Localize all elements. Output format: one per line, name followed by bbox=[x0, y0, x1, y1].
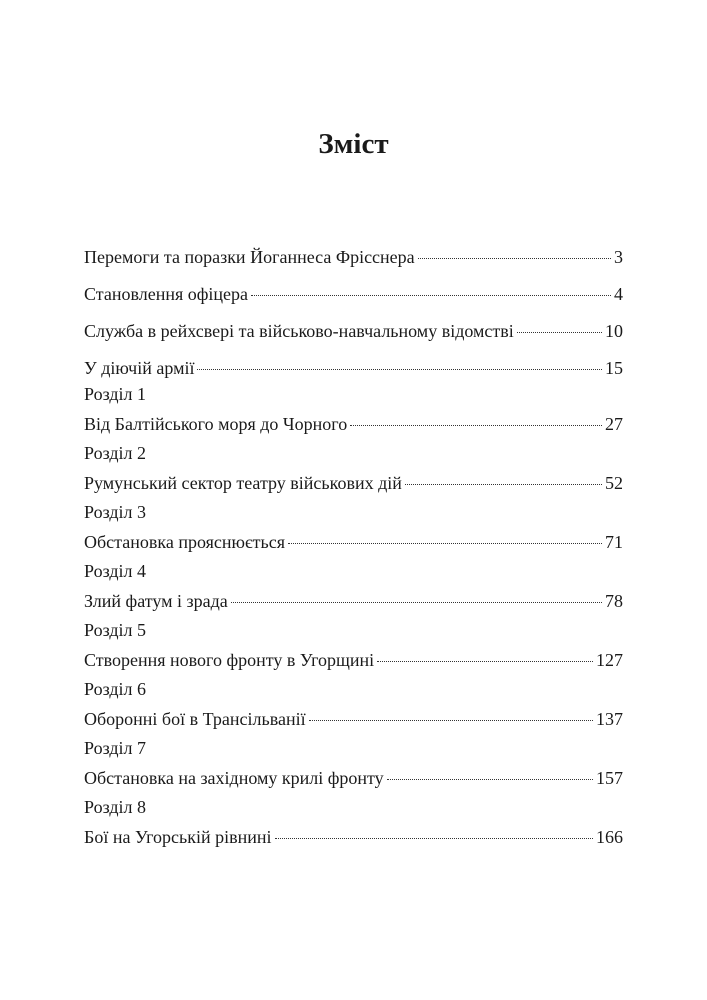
toc-page-number: 157 bbox=[596, 768, 623, 788]
toc-entry[interactable] bbox=[84, 410, 623, 442]
leader-dots bbox=[309, 720, 593, 721]
toc-entry[interactable] bbox=[84, 587, 623, 619]
toc-page-number: 52 bbox=[605, 473, 623, 493]
toc-entry-label: Оборонні бої в Трансільванії bbox=[84, 709, 306, 729]
chapter-heading: Розділ 5 bbox=[84, 620, 146, 640]
toc-entry[interactable] bbox=[84, 317, 623, 354]
leader-dots bbox=[405, 484, 602, 485]
toc-entry[interactable] bbox=[84, 705, 623, 737]
toc-entry[interactable] bbox=[84, 528, 623, 560]
leader-dots bbox=[377, 661, 593, 662]
chapter-heading: Розділ 8 bbox=[84, 797, 146, 817]
chapter-heading: Розділ 7 bbox=[84, 738, 146, 758]
toc-page-number: 166 bbox=[596, 827, 623, 847]
toc-entry-label: Обстановка на західному крилі фронту bbox=[84, 768, 384, 788]
toc-entry-label: Бої на Угорській рівнині bbox=[84, 827, 272, 847]
leader-dots bbox=[387, 779, 593, 780]
toc-entry[interactable] bbox=[84, 354, 623, 383]
toc-entry-label: Румунський сектор театру військових дій bbox=[84, 473, 402, 493]
toc-entry-label: Від Балтійського моря до Чорного bbox=[84, 414, 348, 434]
toc-entry-label: Служба в рейхсвері та військово-навчальному відомстві bbox=[84, 321, 514, 341]
toc-entry[interactable] bbox=[84, 646, 623, 678]
leader-dots bbox=[251, 295, 611, 296]
toc-entry-label: У діючій армії bbox=[84, 358, 195, 378]
toc-page-number: 27 bbox=[605, 414, 623, 434]
toc-entry[interactable] bbox=[84, 764, 623, 796]
leader-dots bbox=[197, 369, 602, 370]
leader-dots bbox=[350, 425, 602, 426]
toc-entry-label: Перемоги та поразки Йоганнеса Фрісснера bbox=[84, 247, 415, 267]
toc-page-number: 71 bbox=[605, 532, 623, 552]
toc-entry[interactable] bbox=[84, 469, 623, 501]
toc-page-number: 4 bbox=[614, 284, 623, 304]
chapter-heading: Розділ 3 bbox=[84, 502, 146, 522]
toc-page-number: 78 bbox=[605, 591, 623, 611]
chapter-heading: Розділ 2 bbox=[84, 443, 146, 463]
toc-page-number: 15 bbox=[605, 358, 623, 378]
toc-page-number: 3 bbox=[614, 247, 623, 267]
toc-entry-label: Становлення офіцера bbox=[84, 284, 249, 304]
leader-dots bbox=[418, 258, 611, 259]
toc-entry[interactable] bbox=[84, 823, 623, 855]
table-of-contents bbox=[84, 243, 623, 855]
toc-entry-label: Злий фатум і зрада bbox=[84, 591, 228, 611]
chapter-heading: Розділ 4 bbox=[84, 561, 146, 581]
leader-dots bbox=[517, 332, 602, 333]
page-title: Зміст bbox=[318, 128, 389, 160]
toc-page-number: 10 bbox=[605, 321, 623, 341]
leader-dots bbox=[288, 543, 602, 544]
chapter-heading: Розділ 6 bbox=[84, 679, 146, 699]
toc-entry[interactable] bbox=[84, 243, 623, 280]
toc-page-number: 137 bbox=[596, 709, 623, 729]
toc-entry-label: Обстановка прояснюється bbox=[84, 532, 286, 552]
toc-page-number: 127 bbox=[596, 650, 623, 670]
toc-entry[interactable] bbox=[84, 280, 623, 317]
chapter-heading: Розділ 1 bbox=[84, 384, 146, 404]
toc-entry-label: Створення нового фронту в Угорщині bbox=[84, 650, 375, 670]
leader-dots bbox=[231, 602, 602, 603]
leader-dots bbox=[275, 838, 593, 839]
